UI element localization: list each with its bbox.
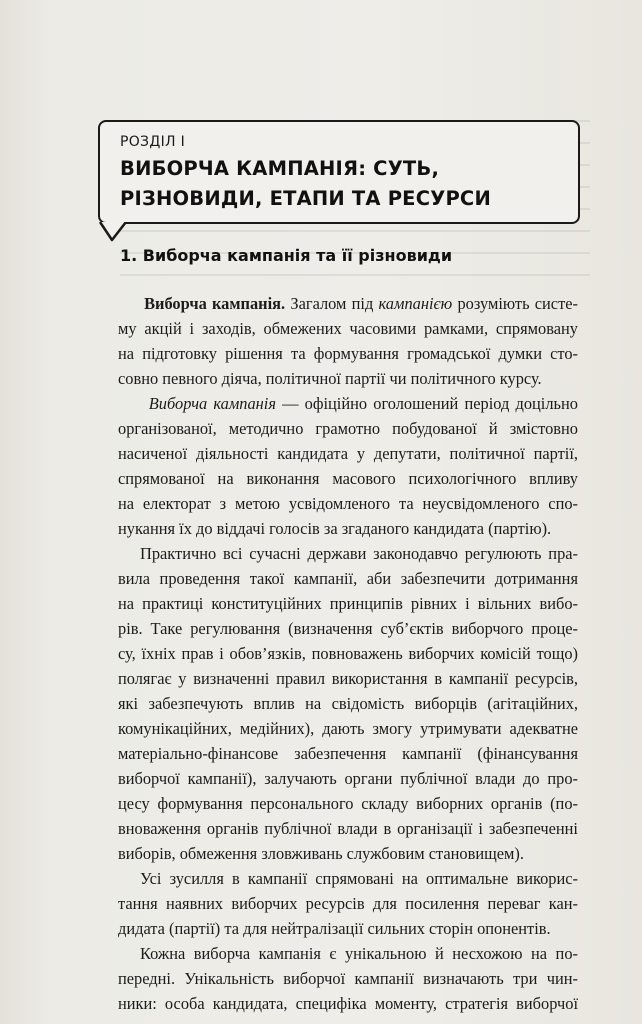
text-line: комунікаційних, медійних), дають змогу утримувати адекватне [118, 719, 578, 738]
text-line: передні. Унікальність виборчої кампанії визначають три чин- [118, 969, 578, 988]
text-line: му акцій і заходів, обмежених часовими рамками, спрямовану [118, 319, 578, 338]
text-span: Усі зусилля в кампанії спрямовані на оптимальне викорис- [140, 869, 578, 888]
text-line: на практиці конституційних принципів рівних і вільних вибо- [118, 594, 578, 613]
term-italic: кампанією [378, 294, 453, 313]
text-line: цесу формування персонального складу виборних органів (по- [118, 794, 578, 813]
text-line: які забезпечують вплив на свідомість виборців (агітаційних, [118, 694, 578, 713]
text-line: тання наявних виборчих ресурсів для посилення переваг кан- [118, 894, 578, 913]
text-line: су, їхніх прав і обов’язків, повноважень виборчих комісій тощо) [118, 644, 578, 663]
text-line: виборів, обмеження зловживань службовим становищем). [118, 844, 524, 863]
text-span: Практично всі сучасні держави законодавчо регулюють пра- [140, 544, 578, 563]
chapter-title-line-1: ВИБОРЧА КАМПАНІЯ: СУТЬ, [120, 157, 440, 180]
text-line [118, 541, 578, 566]
term-bold: Виборча кампанія. [144, 294, 286, 313]
body-text [118, 291, 578, 1016]
chapter-title [120, 154, 570, 214]
text-line: спрямованої на виконання масового психологічного впливу [118, 469, 578, 488]
chapter-callout-box [98, 120, 580, 224]
term-italic: Виборча кампанія [148, 394, 276, 413]
text-span: — офіційно оголошений період доцільно [275, 394, 578, 413]
text-line: совно певного діяча, політичної партії чи політичного курсу. [118, 369, 542, 388]
text-line: рів. Таке регулювання (визначення суб’єктів виборчого проце- [118, 619, 578, 638]
text-line [118, 866, 578, 891]
text-line: матеріально-фінансове забезпечення кампанії (фінансування [118, 744, 578, 763]
text-span: Загалом під [285, 294, 379, 313]
chapter-label: РОЗДІЛ І [120, 134, 186, 150]
text-line: нукання їх до віддачі голосів за згаданого кандидата (партію). [118, 519, 552, 538]
text-line [118, 291, 578, 316]
text-line [118, 391, 578, 416]
text-line: насиченої діяльності кандидата у депутати, політичної партії, [118, 444, 578, 463]
text-line: вила проведення такої кампанії, аби забезпечити дотримання [118, 569, 578, 588]
text-span: Кожна виборча кампанія є унікальною й несхожою на по- [140, 944, 578, 963]
text-line [118, 941, 578, 966]
section-heading: 1. Виборча кампанія та її різновиди [120, 246, 453, 265]
text-line: на підготовку рішення та формування громадської думки сто- [118, 344, 578, 363]
text-line: дидата (партії) та для нейтралізації сильних сторін опонентів. [118, 919, 551, 938]
text-line: ники: особа кандидата, специфіка моменту, стратегія виборчої [118, 994, 578, 1013]
text-line: виборчої кампанії), залучають органи публічної влади до про- [118, 769, 578, 788]
callout-tail-icon [96, 222, 136, 246]
text-line: полягає у визначенні правил використання в кампанії ресурсів, [118, 669, 578, 688]
text-line: організованої, методично грамотно побудованої й змістовно [118, 419, 578, 438]
text-line: на електорат з метою усвідомленого та неусвідомленого спо- [118, 494, 578, 513]
text-span: розуміють систе- [452, 294, 578, 313]
text-line: вноваження органів публічної влади в організації і забезпеченні [118, 819, 578, 838]
chapter-title-line-2: РІЗНОВИДИ, ЕТАПИ ТА РЕСУРСИ [120, 187, 491, 210]
